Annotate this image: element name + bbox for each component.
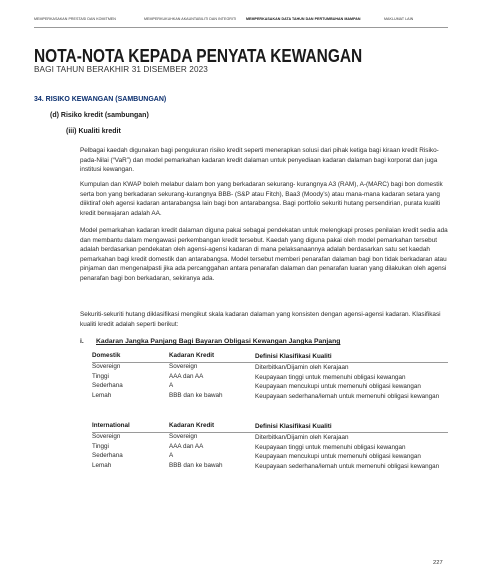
cell-category: Sovereign	[92, 433, 121, 440]
nav-item-prestasi[interactable]: MEMPERKASAKAN PRESTASI DAN KOMITMEN	[34, 17, 116, 21]
cell-definition: Keupayaan tinggi untuk memenuhi obligasi kewangan	[255, 443, 406, 451]
table-row	[92, 392, 448, 411]
header-rating: Kadaran Kredit	[169, 422, 215, 429]
cell-rating: BBB dan ke bawah	[169, 461, 223, 469]
cell-rating: A	[169, 452, 174, 459]
domestic-rating-table	[92, 352, 448, 411]
page-title: NOTA-NOTA KEPADA PENYATA KEWANGAN	[34, 46, 363, 66]
cell-rating: BBB dan ke bawah	[169, 391, 223, 399]
table-row	[92, 433, 448, 443]
table-header	[92, 422, 448, 433]
list-item-marker: i.	[80, 338, 84, 345]
table-row	[92, 452, 448, 462]
nav-item-akauntabiliti[interactable]: MEMPERKUKUHKAN AKAUNTABILITI DAN INTEGRITI	[144, 17, 237, 21]
table-row	[92, 373, 448, 383]
cell-rating: Sovereign	[169, 433, 198, 440]
paragraph-methods: Pelbagai kaedah digunakan bagi pengukuran risiko kredit seperti menerapkan solusi dari pihak ketiga bagi kiraan kredit Risiko-pada-Nilai (“VaR”) dan model pemarkahan kadaran kredit dalaman untuk penyediaan kadaran dalaman bagi korporat dan juga institusi kewangan.	[80, 147, 439, 174]
nav-item-data-tahun[interactable]: MEMPERKASAKAN DATA TAHUN DAN PERTUMBUHAN MAMPAN	[246, 17, 361, 21]
cell-definition: Keupayaan sederhana/lemah untuk memenuhi obligasi kewangan	[255, 462, 440, 470]
page-number: 227	[433, 560, 443, 566]
cell-definition: Diterbitkan/Dijamin oleh Kerajaan	[255, 434, 349, 441]
header-definition: Definisi Klasifikasi Kualiti	[255, 423, 332, 430]
subsubsection-heading: (iii) Kualiti kredit	[66, 128, 121, 135]
cell-category: Tinggi	[92, 372, 109, 380]
cell-category: Sovereign	[92, 363, 121, 370]
cell-category: Lemah	[92, 391, 112, 399]
paragraph-classification: Sekuriti-sekuriti hutang diklasifikasi mengikut skala kadaran dalaman yang konsisten dengan agensi-agensi kadaran. Klasifikasi kualiti kredit adalah seperti berikut:	[80, 311, 441, 328]
table-header	[92, 352, 448, 363]
table-row	[92, 443, 448, 453]
cell-definition: Keupayaan sederhana/lemah untuk memenuhi obligasi kewangan	[255, 392, 440, 400]
section-heading: 34. RISIKO KEWANGAN (SAMBUNGAN)	[34, 96, 167, 103]
cell-definition: Diterbitkan/Dijamin oleh Kerajaan	[255, 364, 349, 371]
cell-category: Sederhana	[92, 382, 123, 389]
cell-category: Lemah	[92, 461, 112, 469]
header-rating: Kadaran Kredit	[169, 352, 215, 359]
page-subtitle: BAGI TAHUN BERAKHIR 31 DISEMBER 2023	[34, 65, 208, 74]
table-row	[92, 382, 448, 392]
header-category: International	[92, 422, 130, 429]
cell-rating: AAA dan AA	[169, 442, 204, 450]
header-category: Domestik	[92, 352, 121, 359]
header-definition: Definisi Klasifikasi Kualiti	[255, 353, 332, 360]
paragraph-investment-rating: Kumpulan dan KWAP boleh melabur dalam bon yang berkadaran sekurang- kurangnya A3 (RAM), A-(MARC) bagi bon domestik serta bon yang berkadaran sekurang-kurangnya BBB- (S&P atau Fitch), Baa3 (Moody’s) atau mana-mana kadaran setara yang diiktiraf oleh agensi kadaran antarabangsa lain bagi bon antarabangsa. Bagi portfolio sekuriti hutang persendirian, purata kualiti kredit berwajaran adalah AA.	[80, 181, 443, 217]
subsection-heading: (d) Risiko kredit (sambungan)	[50, 112, 149, 119]
cell-definition: Keupayaan mencukupi untuk memenuhi obligasi kewangan	[255, 383, 421, 390]
cell-definition: Keupayaan mencukupi untuk memenuhi obligasi kewangan	[255, 453, 421, 460]
paragraph-scoring-model: Model pemarkahan kadaran kredit dalaman diguna pakai sebagai pendekatan untuk melengkapi proses penilaian kredit sedia ada dan membantu dalam mengawasi perkembangan kredit tersebut. Kaedah yang diguna pakai oleh model pemarkahan tersebut adalah berdasarkan pendekatan oleh agensi-agensi kadaran di mana pelaksanaannya adalah berdasarkan satu set kaedah pemarkahan bagi kredit domestik dan antarabangsa. Model tersebut memberi penarafan dalaman bagi bon tidak berkadaran atau pinjaman dan mengenalpasti jika ada percanggahan antara penarafan dalaman dan penarafan luaran yang dilakukan oleh agensi penarafan bagi bon berkadaran, sekiranya ada.	[80, 227, 448, 282]
cell-rating: A	[169, 382, 174, 389]
table-row	[92, 462, 448, 481]
table-row	[92, 363, 448, 373]
cell-definition: Keupayaan tinggi untuk memenuhi obligasi kewangan	[255, 373, 406, 381]
cell-rating: AAA dan AA	[169, 372, 204, 380]
international-rating-table	[92, 422, 448, 481]
cell-category: Sederhana	[92, 452, 123, 459]
nav-divider	[34, 27, 448, 28]
nav-item-maklumat-lain[interactable]: MAKLUMAT LAIN	[384, 17, 414, 21]
list-item-title: Kadaran Jangka Panjang Bagi Bayaran Obligasi Kewangan Jangka Panjang	[96, 338, 341, 345]
top-navigation	[34, 15, 448, 25]
cell-rating: Sovereign	[169, 363, 198, 370]
cell-category: Tinggi	[92, 442, 109, 450]
